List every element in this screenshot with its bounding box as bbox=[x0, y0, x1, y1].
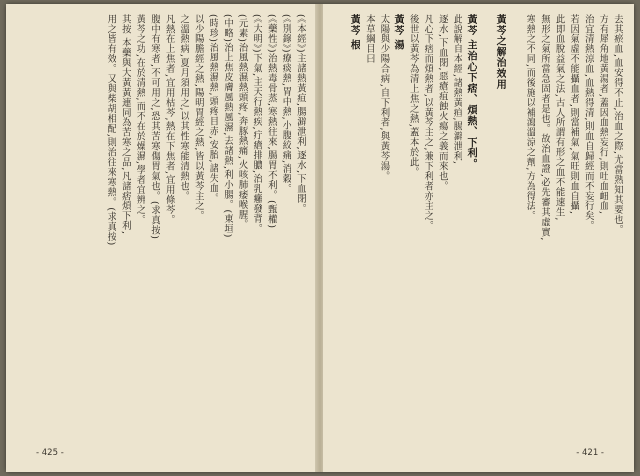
book-spread bbox=[6, 4, 634, 472]
left-text-area bbox=[18, 14, 306, 424]
page-number-right: - 421 - bbox=[576, 448, 604, 458]
text-column: 本草綱目曰 bbox=[363, 14, 375, 64]
text-column: (中略)治上焦皮膚風熱風濕,去諸熱,利小腸。(東垣) bbox=[222, 14, 234, 238]
text-column: 腹中有寒者,不可用之,恐其苦寒傷胃氣也。(求真按) bbox=[149, 14, 161, 240]
text-column: 以少陽膽經之熱,陽明胃經之熱,皆以黃芩主之。 bbox=[192, 14, 204, 221]
text-column: 無形之氣所當急固者是也。故治血證,必先審其虛實, bbox=[539, 14, 551, 241]
text-column: (《大明》)下氣,主天行熱疾,疔瘡排膿,治乳癰發背。 bbox=[251, 14, 263, 234]
text-column: 此即血脫益氣之法,古人所謂有形之血不能速生, bbox=[553, 14, 565, 221]
text-column: (《別錄》)療痰熱,胃中熱,小腹絞痛,消穀。 bbox=[280, 14, 292, 194]
left-page bbox=[6, 4, 317, 472]
entry-heading: 黃芩 根 bbox=[348, 14, 361, 51]
text-column: (元素)治風熱濕熱頭疼,奔豚熱痛,火咳肺痿喉腥。 bbox=[236, 14, 248, 230]
right-text-area bbox=[333, 14, 623, 424]
text-column: 治宜清熱涼血,血熱得清,則血自歸經而不妄行矣。 bbox=[582, 14, 594, 231]
text-column: 此說解自本經,諸熱黃疸,腸澼泄利, bbox=[451, 14, 463, 165]
text-column: 其按 本藥與大黃黃連同為苦寒之品,凡諸痞煩下利, bbox=[119, 14, 131, 235]
text-column: 若因氣虛不能攝血者,則當補氣,氣旺則血自攝, bbox=[568, 14, 580, 215]
text-column: 凡熱在上焦者,宜用枯芩,熱在下焦者,宜用條芩。 bbox=[163, 14, 175, 225]
text-column: (《藥性》)治熱毒骨蒸,寒熱往來,腸胃不利。(甄權) bbox=[265, 14, 277, 229]
text-column: 去其瘀血,血安得不止,治血之際,尤當熟知其要也。 bbox=[612, 14, 623, 235]
page-number-left: - 425 - bbox=[36, 448, 64, 458]
text-column: 後世以黃芩為清上焦之熱,蓋本於此。 bbox=[407, 14, 419, 178]
text-column: (《本經》)主諸熱黃疸,腸澼泄利,逐水,下血閉。 bbox=[295, 14, 306, 214]
entry-heading: 黃芩 湯 bbox=[392, 14, 405, 51]
right-page bbox=[323, 4, 634, 472]
text-column: 寒熱之不同,而後施以補瀉溫涼之劑,方為得法。 bbox=[524, 14, 536, 221]
text-column: 方有犀角地黃湯者,蓋因血熱妄行,則吐血衄血, bbox=[597, 14, 609, 215]
text-column: (時珍)治風熱濕熱,頭疼目赤,安胎,諸失血。 bbox=[207, 14, 219, 204]
text-column: 之溫熱病,夏月須用之,以其性寒能清熱也。 bbox=[178, 14, 190, 201]
section-heading: 黃芩之解治效用 bbox=[494, 14, 507, 90]
text-column: 逐水,下血閉,惡瘡疽蝕火瘍之義而來也。 bbox=[436, 14, 448, 191]
entry-heading: 黃芩 主治心下痞、煩熱、下利。 bbox=[465, 14, 478, 170]
text-column: 黃芩之功,在於清熱,而不在於燥濕,學者宜辨之。 bbox=[134, 14, 146, 225]
text-column: 凡心下痞而煩熱者,以黃芩主之,兼下利者亦主之。 bbox=[422, 14, 434, 231]
text-column: 用之皆有效。又與柴胡相配,則治往來寒熱。(求真按) bbox=[105, 14, 117, 246]
text-column: 太陽與少陽合病,自下利者,與黃芩湯。 bbox=[378, 14, 390, 181]
